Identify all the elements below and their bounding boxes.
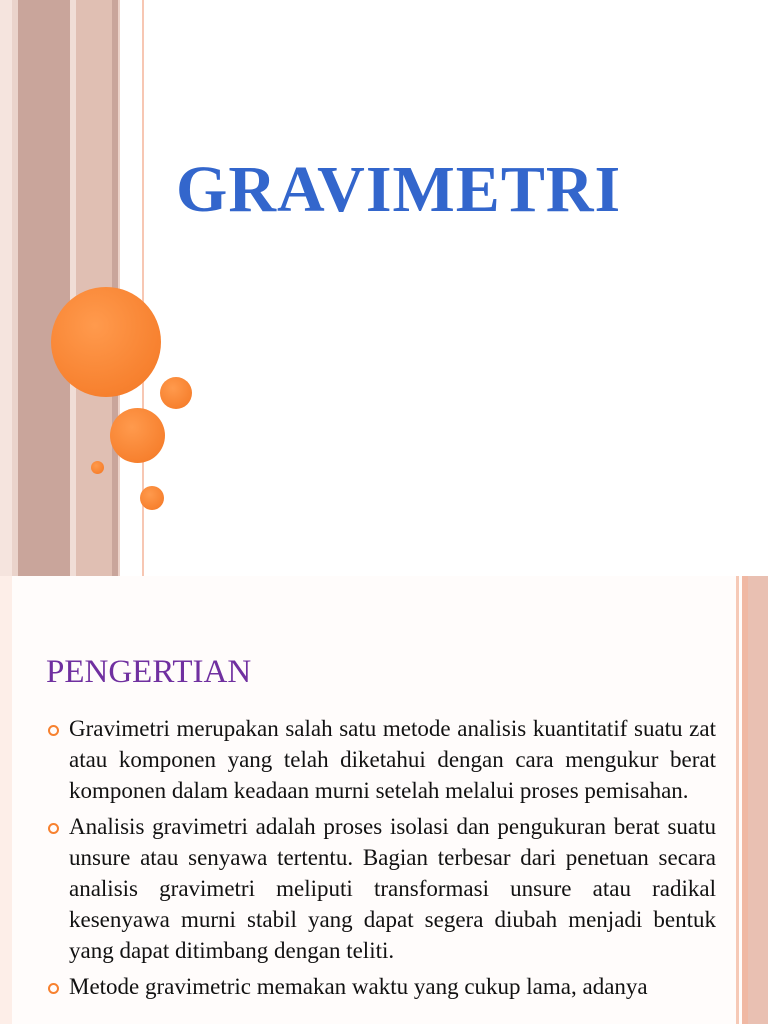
list-item <box>46 811 716 966</box>
decorative-stripe <box>736 576 739 1024</box>
list-item-text: Gravimetri merupakan salah satu metode analisis kuantitatif suatu zat atau komponen yang telah diketahui dengan cara mengukur berat komponen dalam keadaan murni setelah melalui proses pemisahan. <box>69 716 716 803</box>
decorative-stripe <box>0 0 12 576</box>
list-item-text: Metode gravimetric memakan waktu yang cukup lama, adanya <box>69 974 648 999</box>
decorative-circle <box>110 408 165 463</box>
bullet-list <box>46 713 716 1007</box>
decorative-stripe <box>748 576 768 1024</box>
list-item <box>46 971 716 1002</box>
decorative-stripe <box>0 576 12 1024</box>
decorative-circle <box>51 287 161 397</box>
decorative-circle <box>140 486 164 510</box>
section-heading: PENGERTIAN <box>46 654 252 690</box>
slide-title: GRAVIMETRI <box>176 153 622 226</box>
circle-bullet-icon <box>48 725 59 736</box>
decorative-circle <box>160 377 192 409</box>
circle-bullet-icon <box>48 983 59 994</box>
decorative-circle <box>91 461 104 474</box>
decorative-stripe <box>18 0 70 576</box>
list-item-text: Analisis gravimetri adalah proses isolasi dan pengukuran berat suatu unsure atau senyawa tertentu. Bagian terbesar dari penetuan secara analisis gravimetri meliputi transformasi unsure atau radikal kesenyawa murni stabil yang dapat segera diubah menjadi bentuk yang dapat ditimbang dengan teliti. <box>69 814 716 963</box>
circle-bullet-icon <box>48 823 59 834</box>
list-item <box>46 713 716 806</box>
